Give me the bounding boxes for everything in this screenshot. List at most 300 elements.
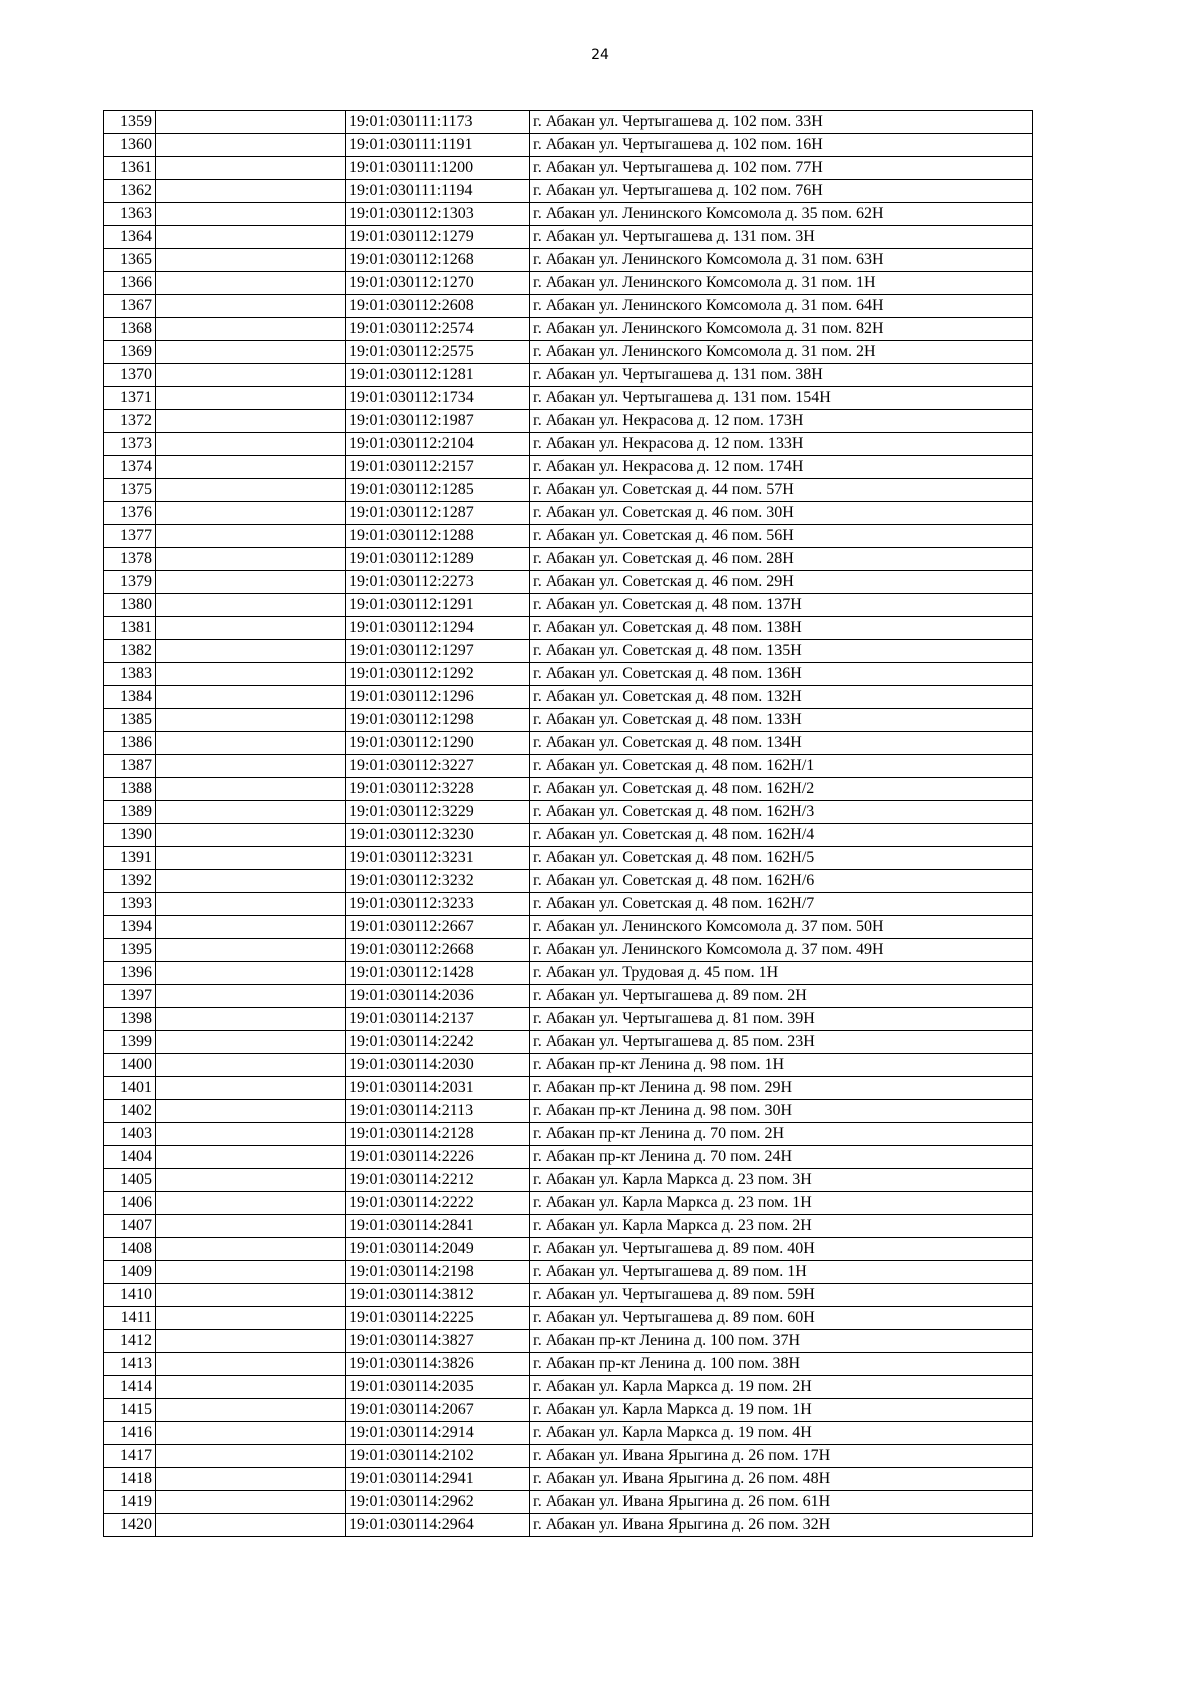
table-row	[104, 1261, 1033, 1284]
cadastral-number-cell: 19:01:030111:1194	[346, 180, 530, 203]
row-number-cell: 1415	[104, 1399, 156, 1422]
empty-cell	[156, 870, 346, 893]
table-row	[104, 939, 1033, 962]
row-number-cell: 1360	[104, 134, 156, 157]
address-cell: г. Абакан ул. Чертыгашева д. 89 пом. 1Н	[530, 1261, 1033, 1284]
row-number-cell: 1408	[104, 1238, 156, 1261]
empty-cell	[156, 1491, 346, 1514]
table-row	[104, 1008, 1033, 1031]
row-number-cell: 1385	[104, 709, 156, 732]
address-cell: г. Абакан пр-кт Ленина д. 98 пом. 29Н	[530, 1077, 1033, 1100]
table-row	[104, 295, 1033, 318]
empty-cell	[156, 640, 346, 663]
table-row	[104, 341, 1033, 364]
address-cell: г. Абакан ул. Чертыгашева д. 131 пом. 154Н	[530, 387, 1033, 410]
table-row	[104, 1514, 1033, 1537]
empty-cell	[156, 456, 346, 479]
empty-cell	[156, 916, 346, 939]
cadastral-number-cell: 19:01:030112:3230	[346, 824, 530, 847]
table-row	[104, 1353, 1033, 1376]
cadastral-number-cell: 19:01:030112:1297	[346, 640, 530, 663]
table-row	[104, 985, 1033, 1008]
row-number-cell: 1398	[104, 1008, 156, 1031]
row-number-cell: 1392	[104, 870, 156, 893]
address-cell: г. Абакан ул. Ленинского Комсомола д. 31 пом. 82Н	[530, 318, 1033, 341]
empty-cell	[156, 1123, 346, 1146]
table-row	[104, 548, 1033, 571]
address-cell: г. Абакан ул. Карла Маркса д. 19 пом. 2Н	[530, 1376, 1033, 1399]
cadastral-number-cell: 19:01:030114:2030	[346, 1054, 530, 1077]
empty-cell	[156, 134, 346, 157]
cadastral-number-cell: 19:01:030114:2242	[346, 1031, 530, 1054]
row-number-cell: 1405	[104, 1169, 156, 1192]
page-number: 24	[591, 47, 609, 63]
cadastral-number-cell: 19:01:030111:1173	[346, 111, 530, 134]
cadastral-number-cell: 19:01:030114:2067	[346, 1399, 530, 1422]
empty-cell	[156, 433, 346, 456]
row-number-cell: 1414	[104, 1376, 156, 1399]
table-row	[104, 1031, 1033, 1054]
table-row	[104, 1146, 1033, 1169]
cadastral-number-cell: 19:01:030114:2222	[346, 1192, 530, 1215]
cadastral-number-cell: 19:01:030112:3227	[346, 755, 530, 778]
cadastral-number-cell: 19:01:030112:1281	[346, 364, 530, 387]
row-number-cell: 1417	[104, 1445, 156, 1468]
row-number-cell: 1374	[104, 456, 156, 479]
row-number-cell: 1411	[104, 1307, 156, 1330]
row-number-cell: 1370	[104, 364, 156, 387]
table-row	[104, 525, 1033, 548]
table-row	[104, 870, 1033, 893]
table-row	[104, 1468, 1033, 1491]
address-cell: г. Абакан ул. Чертыгашева д. 85 пом. 23Н	[530, 1031, 1033, 1054]
address-cell: г. Абакан ул. Советская д. 46 пом. 28Н	[530, 548, 1033, 571]
table-row	[104, 134, 1033, 157]
empty-cell	[156, 1054, 346, 1077]
cadastral-number-cell: 19:01:030112:1291	[346, 594, 530, 617]
empty-cell	[156, 1077, 346, 1100]
empty-cell	[156, 1330, 346, 1353]
table-row	[104, 1399, 1033, 1422]
cadastral-number-cell: 19:01:030114:2964	[346, 1514, 530, 1537]
table-row	[104, 594, 1033, 617]
cadastral-number-cell: 19:01:030112:2668	[346, 939, 530, 962]
row-number-cell: 1375	[104, 479, 156, 502]
table-row	[104, 1330, 1033, 1353]
address-cell: г. Абакан ул. Советская д. 46 пом. 29Н	[530, 571, 1033, 594]
empty-cell	[156, 1146, 346, 1169]
cadastral-number-cell: 19:01:030112:1734	[346, 387, 530, 410]
address-cell: г. Абакан ул. Чертыгашева д. 102 пом. 16Н	[530, 134, 1033, 157]
address-cell: г. Абакан ул. Ивана Ярыгина д. 26 пом. 61Н	[530, 1491, 1033, 1514]
table-row	[104, 1491, 1033, 1514]
address-cell: г. Абакан ул. Ленинского Комсомола д. 31 пом. 1Н	[530, 272, 1033, 295]
row-number-cell: 1404	[104, 1146, 156, 1169]
row-number-cell: 1372	[104, 410, 156, 433]
address-cell: г. Абакан ул. Карла Маркса д. 23 пом. 3Н	[530, 1169, 1033, 1192]
empty-cell	[156, 180, 346, 203]
registry-body	[104, 111, 1033, 1537]
address-cell: г. Абакан ул. Карла Маркса д. 19 пом. 4Н	[530, 1422, 1033, 1445]
cadastral-number-cell: 19:01:030112:1298	[346, 709, 530, 732]
empty-cell	[156, 1100, 346, 1123]
row-number-cell: 1379	[104, 571, 156, 594]
empty-cell	[156, 801, 346, 824]
row-number-cell: 1381	[104, 617, 156, 640]
empty-cell	[156, 410, 346, 433]
cadastral-number-cell: 19:01:030112:1428	[346, 962, 530, 985]
row-number-cell: 1409	[104, 1261, 156, 1284]
empty-cell	[156, 1422, 346, 1445]
empty-cell	[156, 387, 346, 410]
table-row	[104, 916, 1033, 939]
table-row	[104, 1100, 1033, 1123]
empty-cell	[156, 893, 346, 916]
table-row	[104, 847, 1033, 870]
empty-cell	[156, 1445, 346, 1468]
row-number-cell: 1380	[104, 594, 156, 617]
empty-cell	[156, 847, 346, 870]
address-cell: г. Абакан ул. Ленинского Комсомола д. 37 пом. 49Н	[530, 939, 1033, 962]
cadastral-number-cell: 19:01:030112:1294	[346, 617, 530, 640]
cadastral-number-cell: 19:01:030112:1270	[346, 272, 530, 295]
row-number-cell: 1367	[104, 295, 156, 318]
address-cell: г. Абакан ул. Советская д. 48 пом. 162Н/2	[530, 778, 1033, 801]
row-number-cell: 1378	[104, 548, 156, 571]
row-number-cell: 1402	[104, 1100, 156, 1123]
address-cell: г. Абакан ул. Ивана Ярыгина д. 26 пом. 32Н	[530, 1514, 1033, 1537]
address-cell: г. Абакан пр-кт Ленина д. 70 пом. 2Н	[530, 1123, 1033, 1146]
cadastral-number-cell: 19:01:030112:3233	[346, 893, 530, 916]
table-row	[104, 755, 1033, 778]
row-number-cell: 1393	[104, 893, 156, 916]
cadastral-number-cell: 19:01:030112:1287	[346, 502, 530, 525]
empty-cell	[156, 571, 346, 594]
empty-cell	[156, 364, 346, 387]
row-number-cell: 1399	[104, 1031, 156, 1054]
row-number-cell: 1384	[104, 686, 156, 709]
cadastral-number-cell: 19:01:030112:1292	[346, 663, 530, 686]
cadastral-number-cell: 19:01:030114:2212	[346, 1169, 530, 1192]
row-number-cell: 1382	[104, 640, 156, 663]
table-row	[104, 893, 1033, 916]
empty-cell	[156, 824, 346, 847]
cadastral-number-cell: 19:01:030112:2608	[346, 295, 530, 318]
table-row	[104, 1169, 1033, 1192]
address-cell: г. Абакан ул. Чертыгашева д. 81 пом. 39Н	[530, 1008, 1033, 1031]
property-registry-table	[103, 110, 1033, 1537]
table-row	[104, 111, 1033, 134]
cadastral-number-cell: 19:01:030114:2225	[346, 1307, 530, 1330]
row-number-cell: 1373	[104, 433, 156, 456]
address-cell: г. Абакан ул. Советская д. 48 пом. 133Н	[530, 709, 1033, 732]
address-cell: г. Абакан ул. Ленинского Комсомола д. 31 пом. 63Н	[530, 249, 1033, 272]
empty-cell	[156, 157, 346, 180]
table-row	[104, 801, 1033, 824]
row-number-cell: 1383	[104, 663, 156, 686]
address-cell: г. Абакан ул. Ленинского Комсомола д. 35 пом. 62Н	[530, 203, 1033, 226]
table-row	[104, 410, 1033, 433]
cadastral-number-cell: 19:01:030112:1296	[346, 686, 530, 709]
empty-cell	[156, 1284, 346, 1307]
cadastral-number-cell: 19:01:030112:1268	[346, 249, 530, 272]
row-number-cell: 1401	[104, 1077, 156, 1100]
address-cell: г. Абакан ул. Чертыгашева д. 89 пом. 59Н	[530, 1284, 1033, 1307]
empty-cell	[156, 525, 346, 548]
table-row	[104, 824, 1033, 847]
empty-cell	[156, 1031, 346, 1054]
address-cell: г. Абакан ул. Советская д. 48 пом. 132Н	[530, 686, 1033, 709]
empty-cell	[156, 111, 346, 134]
cadastral-number-cell: 19:01:030112:1303	[346, 203, 530, 226]
address-cell: г. Абакан ул. Советская д. 48 пом. 137Н	[530, 594, 1033, 617]
cadastral-number-cell: 19:01:030114:2962	[346, 1491, 530, 1514]
empty-cell	[156, 249, 346, 272]
row-number-cell: 1363	[104, 203, 156, 226]
cadastral-number-cell: 19:01:030114:2035	[346, 1376, 530, 1399]
cadastral-number-cell: 19:01:030112:2157	[346, 456, 530, 479]
cadastral-number-cell: 19:01:030114:2113	[346, 1100, 530, 1123]
empty-cell	[156, 778, 346, 801]
cadastral-number-cell: 19:01:030114:2198	[346, 1261, 530, 1284]
address-cell: г. Абакан ул. Ивана Ярыгина д. 26 пом. 48Н	[530, 1468, 1033, 1491]
empty-cell	[156, 1399, 346, 1422]
cadastral-number-cell: 19:01:030112:2574	[346, 318, 530, 341]
table-row	[104, 249, 1033, 272]
row-number-cell: 1387	[104, 755, 156, 778]
cadastral-number-cell: 19:01:030112:1288	[346, 525, 530, 548]
row-number-cell: 1407	[104, 1215, 156, 1238]
row-number-cell: 1397	[104, 985, 156, 1008]
row-number-cell: 1390	[104, 824, 156, 847]
table-row	[104, 617, 1033, 640]
table-row	[104, 318, 1033, 341]
address-cell: г. Абакан ул. Советская д. 48 пом. 162Н/3	[530, 801, 1033, 824]
address-cell: г. Абакан ул. Трудовая д. 45 пом. 1Н	[530, 962, 1033, 985]
empty-cell	[156, 502, 346, 525]
empty-cell	[156, 985, 346, 1008]
table-row	[104, 387, 1033, 410]
cadastral-number-cell: 19:01:030114:3827	[346, 1330, 530, 1353]
address-cell: г. Абакан ул. Некрасова д. 12 пом. 133Н	[530, 433, 1033, 456]
cadastral-number-cell: 19:01:030112:3228	[346, 778, 530, 801]
empty-cell	[156, 318, 346, 341]
table-row	[104, 1238, 1033, 1261]
address-cell: г. Абакан ул. Ленинского Комсомола д. 31 пом. 2Н	[530, 341, 1033, 364]
table-row	[104, 686, 1033, 709]
empty-cell	[156, 226, 346, 249]
row-number-cell: 1388	[104, 778, 156, 801]
row-number-cell: 1364	[104, 226, 156, 249]
address-cell: г. Абакан ул. Карла Маркса д. 19 пом. 1Н	[530, 1399, 1033, 1422]
row-number-cell: 1413	[104, 1353, 156, 1376]
address-cell: г. Абакан ул. Советская д. 48 пом. 135Н	[530, 640, 1033, 663]
address-cell: г. Абакан ул. Советская д. 48 пом. 138Н	[530, 617, 1033, 640]
address-cell: г. Абакан ул. Чертыгашева д. 102 пом. 33Н	[530, 111, 1033, 134]
empty-cell	[156, 1008, 346, 1031]
table-row	[104, 962, 1033, 985]
address-cell: г. Абакан ул. Карла Маркса д. 23 пом. 2Н	[530, 1215, 1033, 1238]
table-row	[104, 364, 1033, 387]
row-number-cell: 1391	[104, 847, 156, 870]
empty-cell	[156, 709, 346, 732]
address-cell: г. Абакан ул. Чертыгашева д. 102 пом. 77Н	[530, 157, 1033, 180]
row-number-cell: 1394	[104, 916, 156, 939]
cadastral-number-cell: 19:01:030112:2575	[346, 341, 530, 364]
table-row	[104, 732, 1033, 755]
address-cell: г. Абакан ул. Советская д. 48 пом. 162Н/4	[530, 824, 1033, 847]
address-cell: г. Абакан ул. Советская д. 48 пом. 162Н/5	[530, 847, 1033, 870]
address-cell: г. Абакан ул. Чертыгашева д. 131 пом. 3Н	[530, 226, 1033, 249]
row-number-cell: 1361	[104, 157, 156, 180]
table-row	[104, 1215, 1033, 1238]
address-cell: г. Абакан ул. Некрасова д. 12 пом. 173Н	[530, 410, 1033, 433]
table-row	[104, 1307, 1033, 1330]
cadastral-number-cell: 19:01:030112:2667	[346, 916, 530, 939]
address-cell: г. Абакан ул. Некрасова д. 12 пом. 174Н	[530, 456, 1033, 479]
row-number-cell: 1371	[104, 387, 156, 410]
row-number-cell: 1366	[104, 272, 156, 295]
address-cell: г. Абакан ул. Чертыгашева д. 89 пом. 40Н	[530, 1238, 1033, 1261]
cadastral-number-cell: 19:01:030112:3232	[346, 870, 530, 893]
table-row	[104, 1445, 1033, 1468]
address-cell: г. Абакан ул. Ленинского Комсомола д. 31 пом. 64Н	[530, 295, 1033, 318]
address-cell: г. Абакан ул. Карла Маркса д. 23 пом. 1Н	[530, 1192, 1033, 1215]
cadastral-number-cell: 19:01:030112:3231	[346, 847, 530, 870]
cadastral-number-cell: 19:01:030114:2914	[346, 1422, 530, 1445]
cadastral-number-cell: 19:01:030114:2102	[346, 1445, 530, 1468]
cadastral-number-cell: 19:01:030114:2036	[346, 985, 530, 1008]
cadastral-number-cell: 19:01:030111:1200	[346, 157, 530, 180]
address-cell: г. Абакан пр-кт Ленина д. 98 пом. 1Н	[530, 1054, 1033, 1077]
empty-cell	[156, 1215, 346, 1238]
empty-cell	[156, 617, 346, 640]
table-row	[104, 640, 1033, 663]
table-row	[104, 709, 1033, 732]
empty-cell	[156, 548, 346, 571]
empty-cell	[156, 1514, 346, 1537]
row-number-cell: 1369	[104, 341, 156, 364]
row-number-cell: 1418	[104, 1468, 156, 1491]
address-cell: г. Абакан ул. Ленинского Комсомола д. 37 пом. 50Н	[530, 916, 1033, 939]
table-row	[104, 1054, 1033, 1077]
row-number-cell: 1420	[104, 1514, 156, 1537]
table-row	[104, 1376, 1033, 1399]
address-cell: г. Абакан пр-кт Ленина д. 100 пом. 38Н	[530, 1353, 1033, 1376]
table-row	[104, 479, 1033, 502]
cadastral-number-cell: 19:01:030114:2031	[346, 1077, 530, 1100]
table-row	[104, 663, 1033, 686]
table-row	[104, 203, 1033, 226]
row-number-cell: 1410	[104, 1284, 156, 1307]
row-number-cell: 1362	[104, 180, 156, 203]
cadastral-number-cell: 19:01:030112:1279	[346, 226, 530, 249]
empty-cell	[156, 203, 346, 226]
cadastral-number-cell: 19:01:030114:3812	[346, 1284, 530, 1307]
empty-cell	[156, 295, 346, 318]
empty-cell	[156, 479, 346, 502]
row-number-cell: 1386	[104, 732, 156, 755]
address-cell: г. Абакан ул. Ивана Ярыгина д. 26 пом. 17Н	[530, 1445, 1033, 1468]
empty-cell	[156, 1192, 346, 1215]
cadastral-number-cell: 19:01:030114:2226	[346, 1146, 530, 1169]
cadastral-number-cell: 19:01:030112:2104	[346, 433, 530, 456]
address-cell: г. Абакан ул. Советская д. 48 пом. 162Н/6	[530, 870, 1033, 893]
cadastral-number-cell: 19:01:030114:3826	[346, 1353, 530, 1376]
row-number-cell: 1406	[104, 1192, 156, 1215]
cadastral-number-cell: 19:01:030112:1289	[346, 548, 530, 571]
row-number-cell: 1419	[104, 1491, 156, 1514]
row-number-cell: 1377	[104, 525, 156, 548]
cadastral-number-cell: 19:01:030112:3229	[346, 801, 530, 824]
address-cell: г. Абакан ул. Чертыгашева д. 89 пом. 2Н	[530, 985, 1033, 1008]
cadastral-number-cell: 19:01:030114:2137	[346, 1008, 530, 1031]
cadastral-number-cell: 19:01:030114:2941	[346, 1468, 530, 1491]
address-cell: г. Абакан ул. Советская д. 48 пом. 162Н/7	[530, 893, 1033, 916]
table-row	[104, 1284, 1033, 1307]
row-number-cell: 1403	[104, 1123, 156, 1146]
address-cell: г. Абакан ул. Советская д. 48 пом. 136Н	[530, 663, 1033, 686]
address-cell: г. Абакан пр-кт Ленина д. 100 пом. 37Н	[530, 1330, 1033, 1353]
empty-cell	[156, 962, 346, 985]
empty-cell	[156, 1238, 346, 1261]
empty-cell	[156, 1376, 346, 1399]
table-row	[104, 226, 1033, 249]
address-cell: г. Абакан пр-кт Ленина д. 70 пом. 24Н	[530, 1146, 1033, 1169]
empty-cell	[156, 732, 346, 755]
empty-cell	[156, 755, 346, 778]
cadastral-number-cell: 19:01:030111:1191	[346, 134, 530, 157]
cadastral-number-cell: 19:01:030114:2841	[346, 1215, 530, 1238]
row-number-cell: 1396	[104, 962, 156, 985]
address-cell: г. Абакан ул. Советская д. 46 пом. 56Н	[530, 525, 1033, 548]
row-number-cell: 1359	[104, 111, 156, 134]
cadastral-number-cell: 19:01:030112:2273	[346, 571, 530, 594]
cadastral-number-cell: 19:01:030112:1987	[346, 410, 530, 433]
address-cell: г. Абакан ул. Чертыгашева д. 89 пом. 60Н	[530, 1307, 1033, 1330]
table-row	[104, 1192, 1033, 1215]
row-number-cell: 1412	[104, 1330, 156, 1353]
row-number-cell: 1368	[104, 318, 156, 341]
table-row	[104, 778, 1033, 801]
row-number-cell: 1389	[104, 801, 156, 824]
address-cell: г. Абакан ул. Советская д. 48 пом. 134Н	[530, 732, 1033, 755]
empty-cell	[156, 1468, 346, 1491]
table-row	[104, 502, 1033, 525]
address-cell: г. Абакан ул. Советская д. 44 пом. 57Н	[530, 479, 1033, 502]
empty-cell	[156, 272, 346, 295]
address-cell: г. Абакан пр-кт Ленина д. 98 пом. 30Н	[530, 1100, 1033, 1123]
empty-cell	[156, 686, 346, 709]
row-number-cell: 1376	[104, 502, 156, 525]
cadastral-number-cell: 19:01:030114:2128	[346, 1123, 530, 1146]
table-row	[104, 433, 1033, 456]
empty-cell	[156, 1169, 346, 1192]
row-number-cell: 1395	[104, 939, 156, 962]
address-cell: г. Абакан ул. Чертыгашева д. 102 пом. 76Н	[530, 180, 1033, 203]
cadastral-number-cell: 19:01:030114:2049	[346, 1238, 530, 1261]
table-row	[104, 571, 1033, 594]
row-number-cell: 1365	[104, 249, 156, 272]
table-row	[104, 1077, 1033, 1100]
empty-cell	[156, 663, 346, 686]
row-number-cell: 1400	[104, 1054, 156, 1077]
empty-cell	[156, 939, 346, 962]
cadastral-number-cell: 19:01:030112:1285	[346, 479, 530, 502]
empty-cell	[156, 1307, 346, 1330]
address-cell: г. Абакан ул. Чертыгашева д. 131 пом. 38Н	[530, 364, 1033, 387]
empty-cell	[156, 1261, 346, 1284]
